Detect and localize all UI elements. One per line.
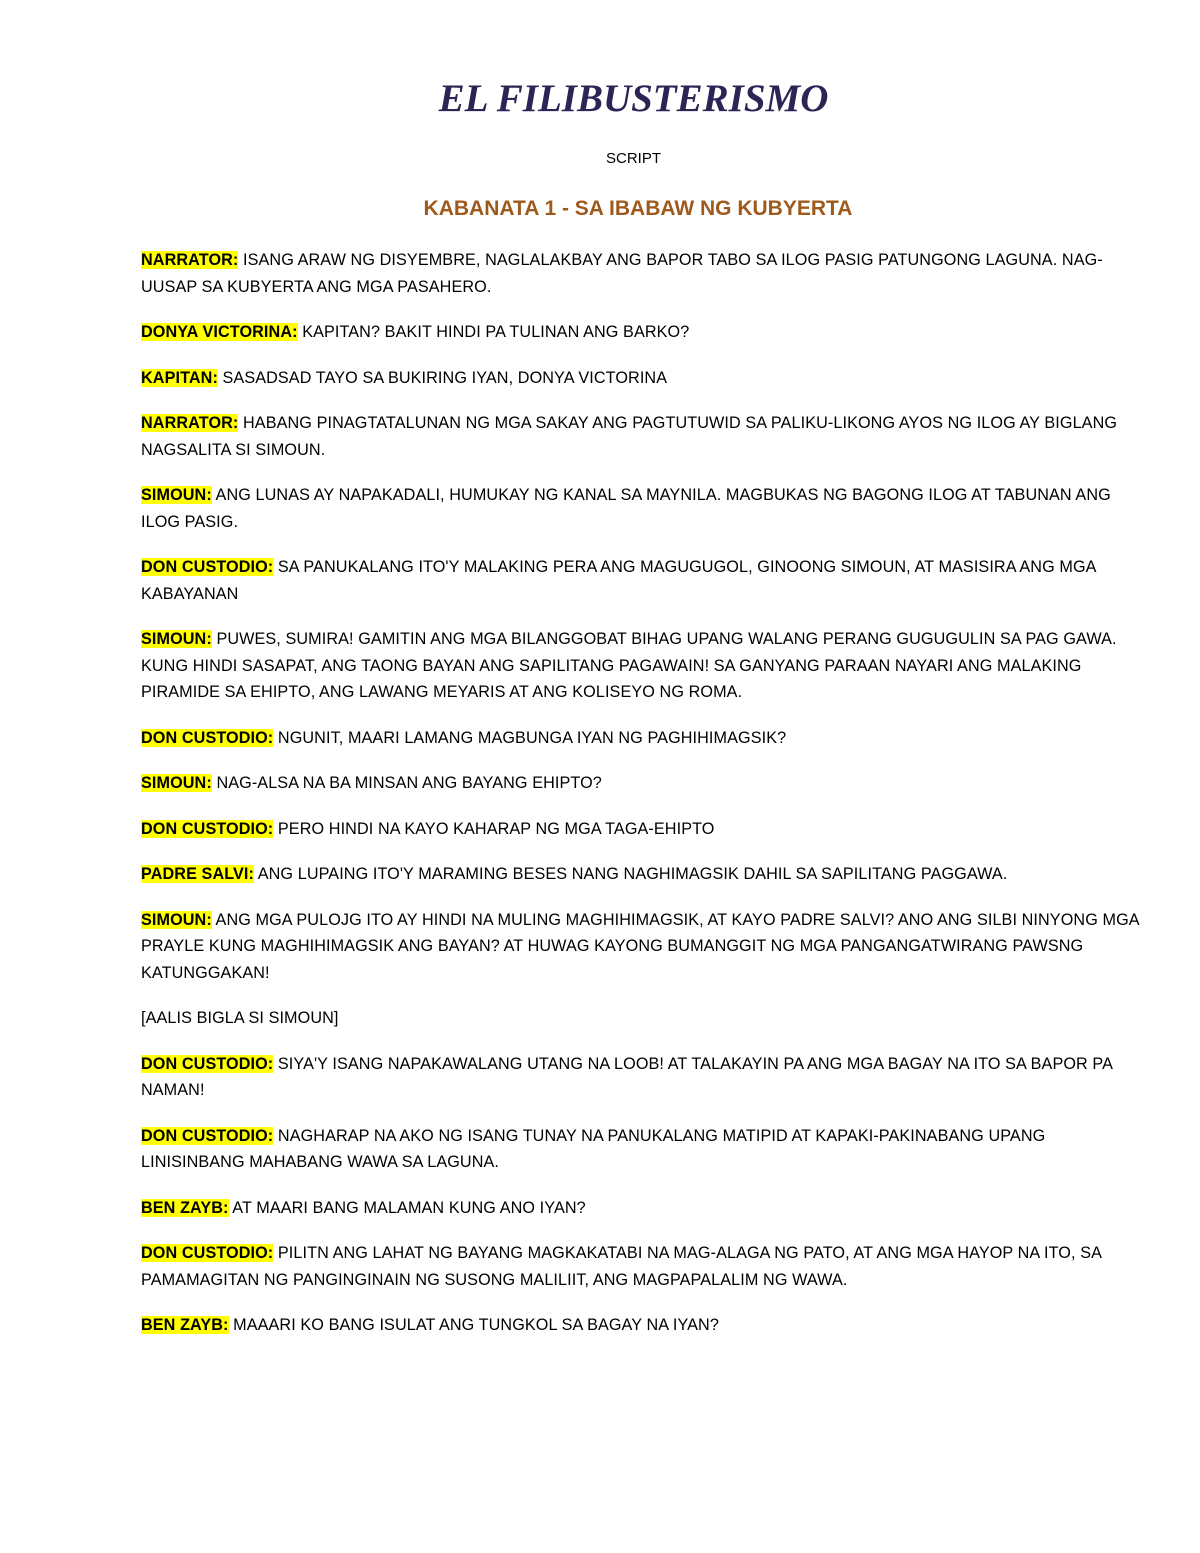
dialogue-text: AT MAARI BANG MALAMAN KUNG ANO IYAN? <box>228 1198 586 1217</box>
speaker-label: PADRE SALVI: <box>141 865 255 883</box>
chapter-heading: KABANATA 1 - SA IBABAW NG KUBYERTA <box>423 197 853 220</box>
script-line <box>141 770 1141 797</box>
script-line <box>141 410 1141 463</box>
dialogue-text: ISANG ARAW NG DISYEMBRE, NAGLALAKBAY ANG BAPOR TABO SA ILOG PASIG PATUNGONG LAGUNA. NAG-UUSAP SA KUBYERTA ANG MGA PASAHERO. <box>141 251 1103 296</box>
speaker-label: BEN ZAYB: <box>141 1198 229 1217</box>
dialogue-text: KAPITAN? BAKIT HINDI PA TULINAN ANG BARKO? <box>297 323 690 341</box>
script-line <box>141 907 1141 987</box>
speaker-label: NARRATOR: <box>141 251 239 269</box>
dialogue-text: PILITN ANG LAHAT NG BAYANG MAGKAKATABI NA MAG-ALAGA NG PATO, AT ANG MGA HAYOP NA ITO, SA PAMAMAGITAN NG PANGINGINAIN NG SUSONG MALILIIT, ANG MAGPAPALALIM NG WAWA. <box>141 1244 1102 1289</box>
dialogue-text: HABANG PINAGTATALUNAN NG MGA SAKAY ANG PAGTUTUWID SA PALIKU-LIKONG AYOS NG ILOG AY BIGLANG NAGSALITA SI SIMOUN. <box>141 414 1118 459</box>
speaker-label: DON CUSTODIO: <box>141 1126 274 1145</box>
script-line <box>141 1123 1141 1176</box>
dialogue-text: NAGHARAP NA AKO NG ISANG TUNAY NA PANUKALANG MATIPID AT KAPAKI-PAKINABANG UPANG LINISINBANG MAHABANG WAWA SA LAGUNA. <box>141 1126 1046 1171</box>
script-line <box>141 1312 1141 1339</box>
speaker-label: DON CUSTODIO: <box>141 728 274 747</box>
speaker-label: DON CUSTODIO: <box>141 1244 274 1262</box>
speaker-label: NARRATOR: <box>141 414 239 432</box>
speaker-label: KAPITAN: <box>141 368 218 387</box>
dialogue-text: ANG LUNAS AY NAPAKADALI, HUMUKAY NG KANAL SA MAYNILA. MAGBUKAS NG BAGONG ILOG AT TABUNAN ANG ILOG PASIG. <box>141 486 1111 531</box>
dialogue-text: SASADSAD TAYO SA BUKIRING IYAN, DONYA VICTORINA <box>217 368 668 387</box>
dialogue-text: PUWES, SUMIRA! GAMITIN ANG MGA BILANGGOBAT BIHAG UPANG WALANG PERANG GUGUGULIN SA PAG GAWA. KUNG HINDI SASAPAT, ANG TAONG BAYAN ANG SAPILITANG PAGAWAIN! SA GANYANG PARAAN NAYARI ANG MALAKING PIRAMIDE SA EHIPTO, ANG LAWANG MEYARIS AT ANG KOLISEYO NG ROMA. <box>141 630 1117 701</box>
document-title: EL FILIBUSTERISMO <box>438 77 829 120</box>
dialogue-text: PERO HINDI NA KAYO KAHARAP NG MGA TAGA-EHIPTO <box>273 819 715 838</box>
dialogue-text: SIYA'Y ISANG NAPAKAWALANG UTANG NA LOOB! AT TALAKAYIN PA ANG MGA BAGAY NA ITO SA BAPOR PA NAMAN! <box>141 1054 1113 1099</box>
script-line <box>141 626 1141 706</box>
speaker-label: SIMOUN: <box>141 910 212 929</box>
speaker-label: DON CUSTODIO: <box>141 1054 274 1073</box>
script-line <box>141 1195 1141 1222</box>
script-body <box>141 247 1141 1358</box>
script-line <box>141 554 1141 607</box>
speaker-label: SIMOUN: <box>141 630 212 648</box>
dialogue-text: SA PANUKALANG ITO'Y MALAKING PERA ANG MAGUGUGOL, GINOONG SIMOUN, AT MASISIRA ANG MGA KABAYANAN <box>141 558 1096 603</box>
speaker-label: DON CUSTODIO: <box>141 819 274 838</box>
script-line <box>141 482 1141 535</box>
script-line <box>141 365 1141 392</box>
dialogue-text: MAAARI KO BANG ISULAT ANG TUNGKOL SA BAGAY NA IYAN? <box>228 1316 719 1334</box>
speaker-label: DON CUSTODIO: <box>141 558 274 576</box>
script-line <box>141 725 1141 752</box>
script-line <box>141 319 1141 346</box>
stage-direction <box>141 1005 1141 1032</box>
dialogue-text: ANG LUPAING ITO'Y MARAMING BESES NANG NAGHIMAGSIK DAHIL SA SAPILITANG PAGGAWA. <box>254 865 1008 883</box>
speaker-label: BEN ZAYB: <box>141 1316 229 1334</box>
dialogue-text: ANG MGA PULOJG ITO AY HINDI NA MULING MAGHIHIMAGSIK, AT KAYO PADRE SALVI? ANO ANG SILBI NINYONG MGA PRAYLE KUNG MAGHIHIMAGSIK ANG BAYAN? AT HUWAG KAYONG BUMANGGIT NG MGA PANGANGATWIRANG PAWSNG KATUNGGAKAN! <box>141 910 1139 982</box>
dialogue-text: NAG-ALSA NA BA MINSAN ANG BAYANG EHIPTO? <box>211 774 602 792</box>
script-line <box>141 1051 1141 1104</box>
speaker-label: DONYA VICTORINA: <box>141 323 298 341</box>
document-subtitle: SCRIPT <box>605 150 661 167</box>
speaker-label: SIMOUN: <box>141 774 212 792</box>
stage-direction-text: [AALIS BIGLA SI SIMOUN] <box>141 1009 339 1027</box>
script-line <box>141 861 1141 888</box>
script-line <box>141 816 1141 843</box>
script-line <box>141 247 1141 300</box>
dialogue-text: NGUNIT, MAARI LAMANG MAGBUNGA IYAN NG PAGHIHIMAGSIK? <box>273 728 787 747</box>
speaker-label: SIMOUN: <box>141 486 212 504</box>
script-line <box>141 1240 1141 1293</box>
